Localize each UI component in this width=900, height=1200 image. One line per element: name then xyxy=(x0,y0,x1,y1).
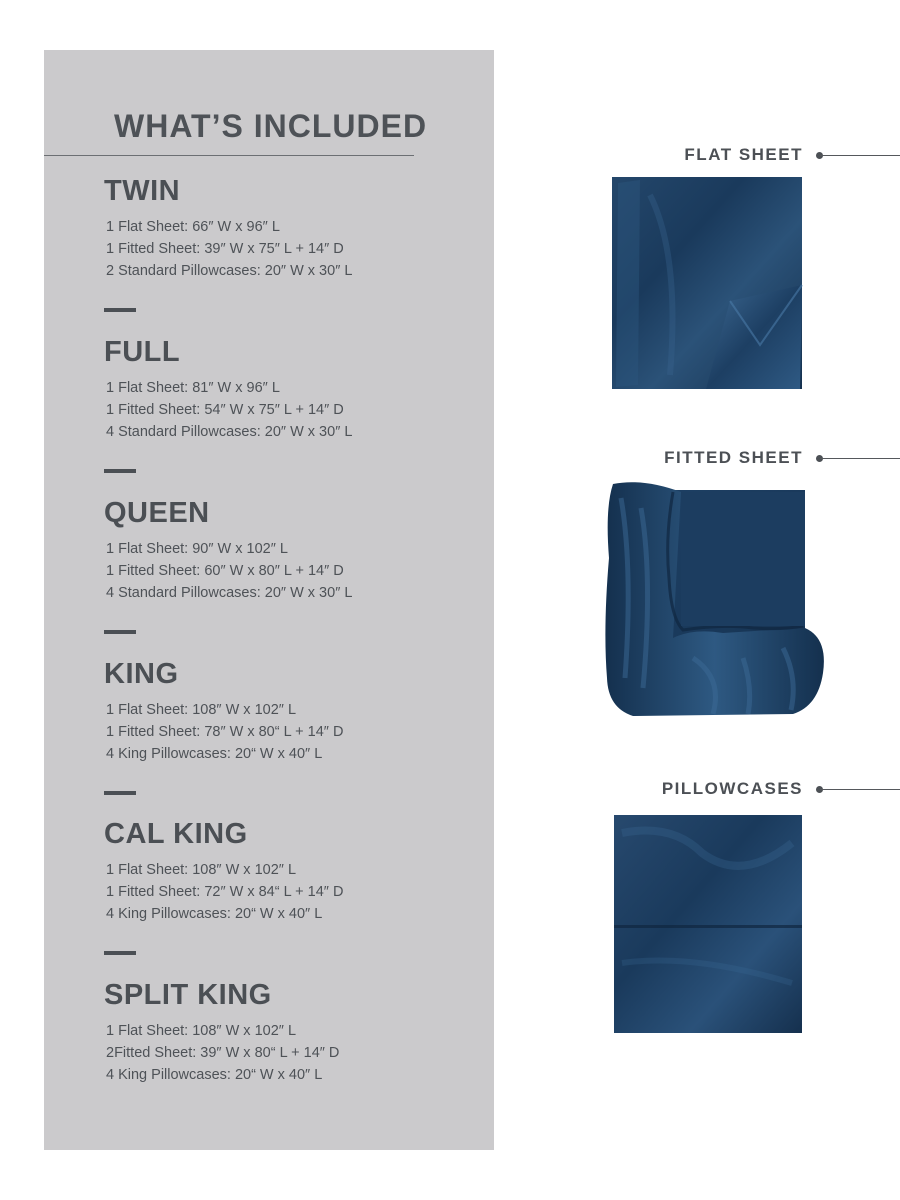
item-line: 2Fitted Sheet: 39″ W x 80“ L + 14″ D xyxy=(106,1045,340,1061)
size-name: KING xyxy=(104,658,179,690)
pillowcases-pointer-line xyxy=(820,789,900,790)
title-divider xyxy=(44,155,414,156)
section-dash xyxy=(104,630,136,634)
size-block-king xyxy=(104,657,343,765)
size-block-split-king xyxy=(104,978,339,1086)
item-line: 1 Flat Sheet: 108″ W x 102″ L xyxy=(106,862,297,878)
pillowcases-image xyxy=(612,813,804,1035)
size-name: TWIN xyxy=(104,175,181,207)
flat-sheet-image xyxy=(610,175,804,391)
section-dash xyxy=(104,308,136,312)
size-block-twin xyxy=(104,174,352,282)
flat-sheet-pointer-line xyxy=(820,155,900,156)
size-name: CAL KING xyxy=(104,818,248,850)
item-line: 1 Fitted Sheet: 60″ W x 80″ L + 14″ D xyxy=(106,563,344,579)
fitted-sheet-image xyxy=(603,478,829,718)
item-line: 1 Fitted Sheet: 54″ W x 75″ L + 14″ D xyxy=(106,402,344,418)
item-line: 1 Flat Sheet: 90″ W x 102″ L xyxy=(106,541,288,557)
item-line: 1 Fitted Sheet: 78″ W x 80“ L + 14″ D xyxy=(106,724,344,740)
item-line: 4 King Pillowcases: 20“ W x 40″ L xyxy=(106,1067,323,1083)
item-line: 4 King Pillowcases: 20“ W x 40″ L xyxy=(106,746,323,762)
section-dash xyxy=(104,469,136,473)
item-line: 1 Fitted Sheet: 72″ W x 84“ L + 14″ D xyxy=(106,884,344,900)
size-name: QUEEN xyxy=(104,497,210,529)
item-line: 1 Flat Sheet: 66″ W x 96″ L xyxy=(106,219,280,235)
item-line: 1 Fitted Sheet: 39″ W x 75″ L + 14″ D xyxy=(106,241,344,257)
item-line: 2 Standard Pillowcases: 20″ W x 30″ L xyxy=(106,263,353,279)
size-name: SPLIT KING xyxy=(104,979,272,1011)
fitted-sheet-pointer-line xyxy=(820,458,900,459)
item-line: 1 Flat Sheet: 108″ W x 102″ L xyxy=(106,702,297,718)
size-block-queen xyxy=(104,496,352,604)
item-line: 4 King Pillowcases: 20“ W x 40″ L xyxy=(106,906,323,922)
fitted-sheet-label: FITTED SHEET xyxy=(664,448,803,467)
pillowcases-label: PILLOWCASES xyxy=(661,779,803,798)
size-name: FULL xyxy=(104,336,181,368)
panel-title: WHAT’S INCLUDED xyxy=(114,108,428,144)
section-dash xyxy=(104,791,136,795)
flat-sheet-label: FLAT SHEET xyxy=(684,145,803,164)
section-dash xyxy=(104,951,136,955)
size-block-full xyxy=(104,335,352,443)
item-line: 1 Flat Sheet: 81″ W x 96″ L xyxy=(106,380,280,396)
item-line: 4 Standard Pillowcases: 20″ W x 30″ L xyxy=(106,424,353,440)
item-line: 4 Standard Pillowcases: 20″ W x 30″ L xyxy=(106,585,353,601)
size-block-cal-king xyxy=(104,817,343,925)
whats-included-panel xyxy=(44,50,494,1150)
item-line: 1 Flat Sheet: 108″ W x 102″ L xyxy=(106,1023,297,1039)
